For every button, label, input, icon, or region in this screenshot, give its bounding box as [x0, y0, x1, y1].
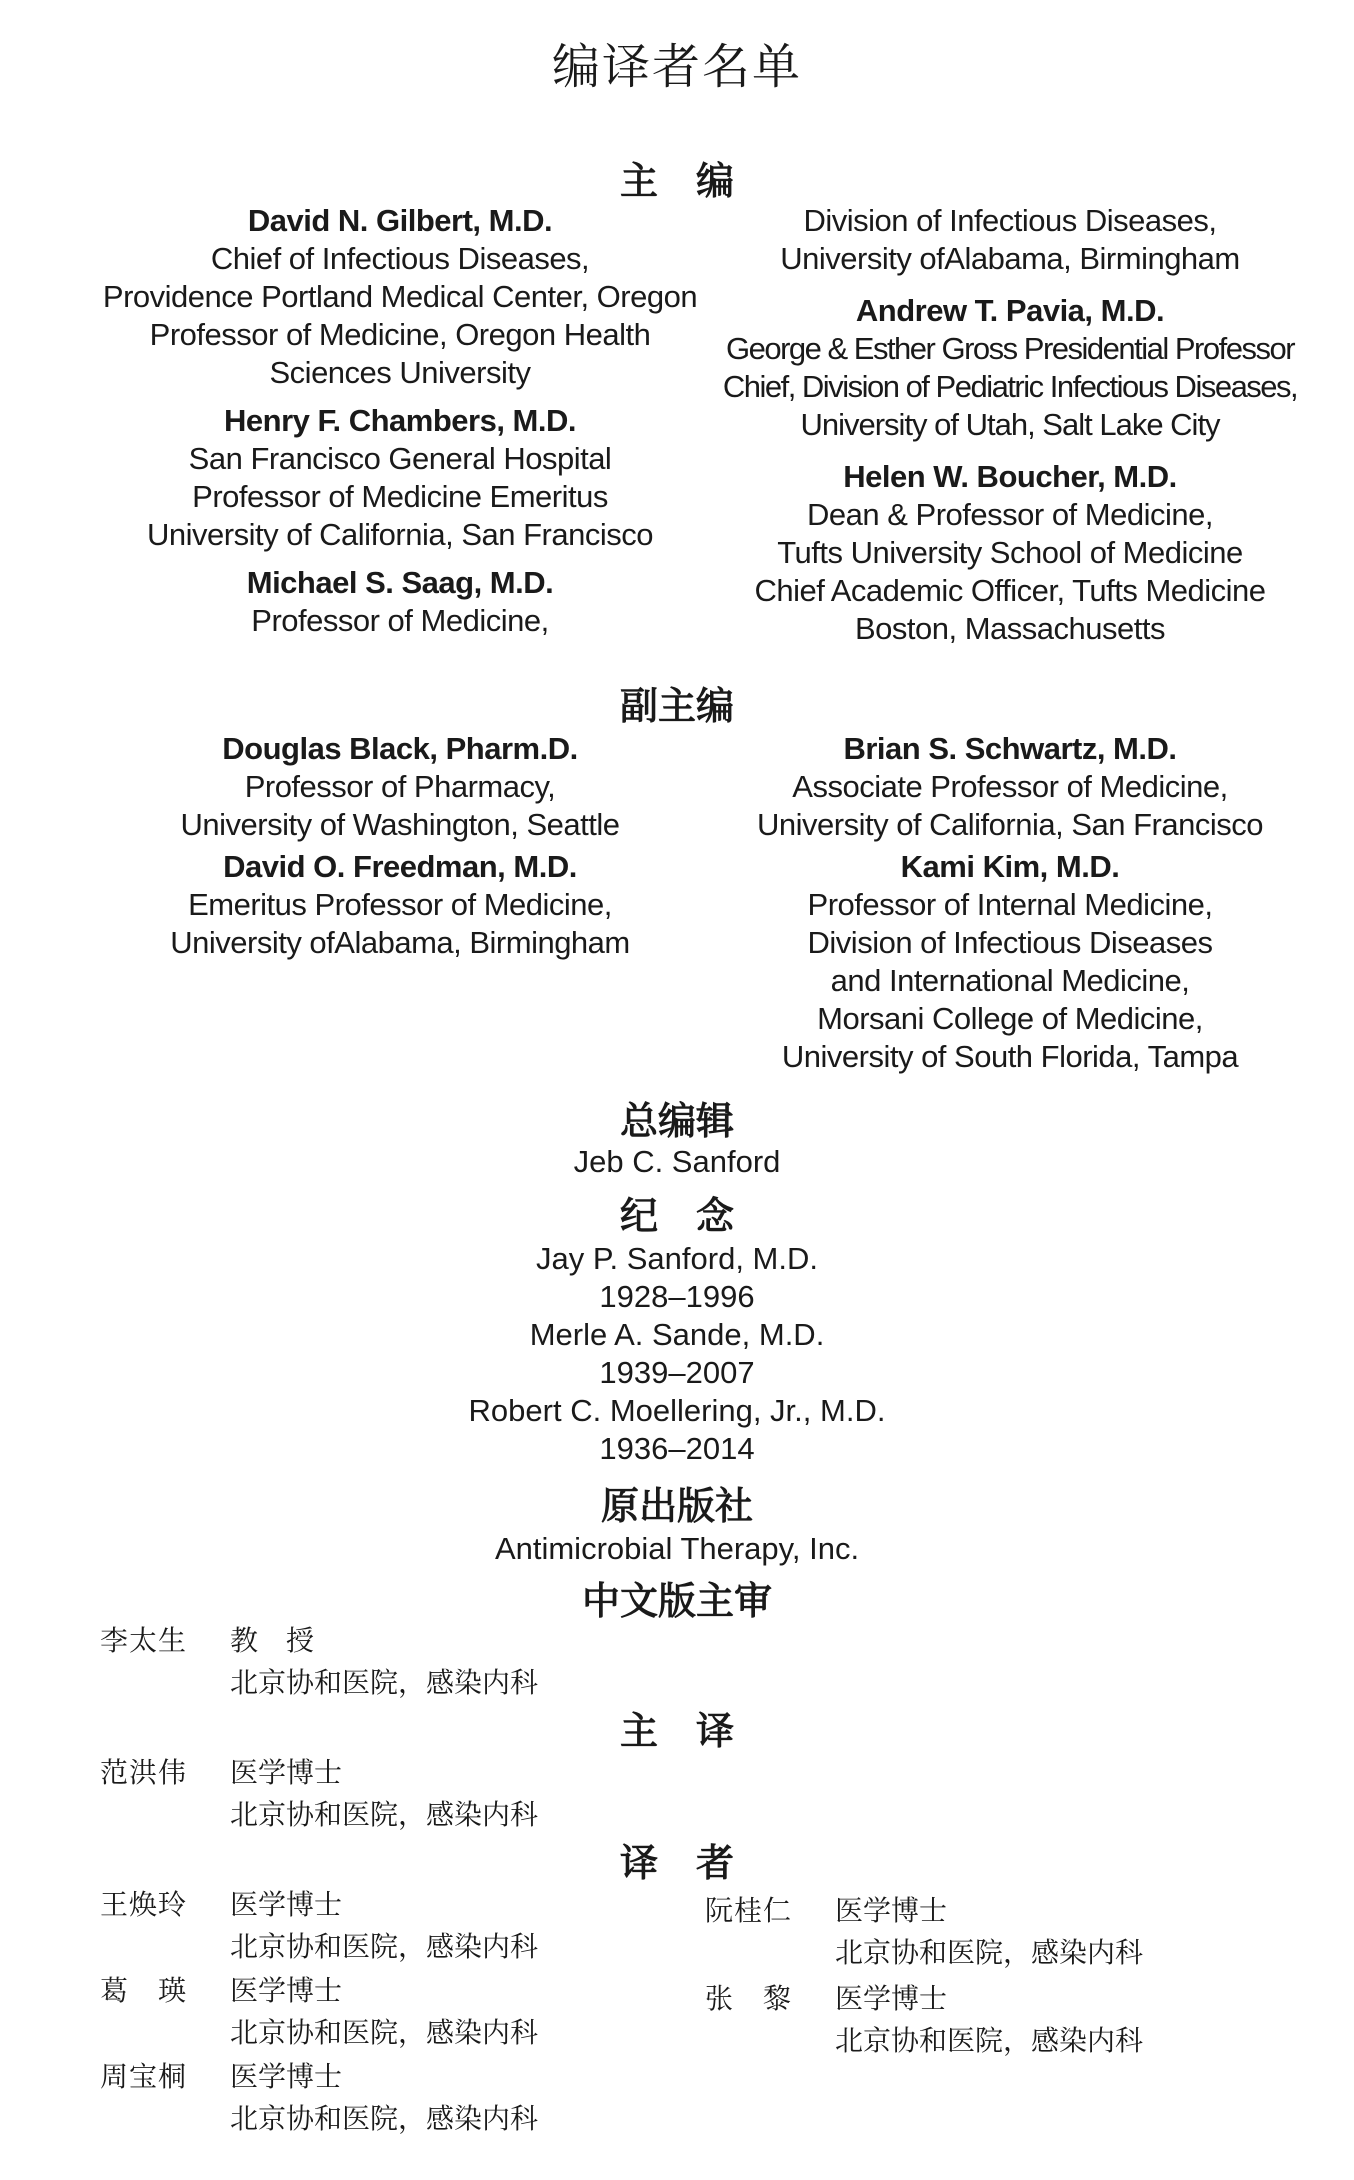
associate-name: Douglas Black, Pharm.D. [222, 731, 578, 766]
editor-line: Professor of Medicine Emeritus [192, 479, 608, 514]
person-affiliation: 北京协和医院，感染内科 [230, 2102, 539, 2135]
associate-left-column [90, 730, 710, 972]
editor-line: University of California, San Francisco [147, 517, 653, 552]
editor-line: Sciences University [269, 355, 531, 390]
associate-name: Brian S. Schwartz, M.D. [843, 731, 1177, 766]
editor-line: Providence Portland Medical Center, Oregon [102, 279, 698, 314]
person-title: 教 授 [230, 1624, 315, 1657]
person-affiliation: 北京协和医院，感染内科 [835, 2024, 1144, 2057]
editor-line: Chief, Division of Pediatric Infectious Diseases, [722, 369, 1298, 404]
editor-line: University ofAlabama, Birmingham [780, 241, 1240, 276]
associate-line: and International Medicine, [830, 963, 1190, 998]
heading-managing-editor: 总编辑 [619, 1099, 734, 1143]
editor-line: Professor of Medicine, Oregon Health [149, 317, 651, 352]
heading-chief-translator: 主 译 [619, 1709, 734, 1753]
person-title: 医学博士 [835, 1982, 948, 2015]
associate-line: University of South Florida, Tampa [781, 1039, 1239, 1074]
translator-entry [100, 1970, 700, 2054]
person-name: 李太生 [100, 1624, 188, 1657]
associate-name: Kami Kim, M.D. [900, 849, 1120, 884]
editors-right-column [700, 202, 1320, 658]
person-name: 范洪伟 [100, 1756, 188, 1789]
editor-line: University of Utah, Salt Lake City [800, 407, 1220, 442]
associate-line: Professor of Internal Medicine, [807, 887, 1213, 922]
page-title: 编译者名单 [551, 39, 802, 95]
editor-entry [90, 564, 710, 640]
person-affiliation: 北京协和医院，感染内科 [230, 1798, 539, 1831]
editor-name: Helen W. Boucher, M.D. [843, 459, 1177, 494]
person-name: 周宝桐 [100, 2060, 188, 2093]
person-name: 葛 瑛 [100, 1974, 188, 2007]
editor-entry-continued [700, 202, 1320, 278]
editor-entry [700, 292, 1320, 444]
heading-in-memory: 纪 念 [619, 1194, 734, 1238]
editor-line: San Francisco General Hospital [188, 441, 612, 476]
editor-line: Chief Academic Officer, Tufts Medicine [754, 573, 1266, 608]
person-title: 医学博士 [230, 1888, 343, 1921]
person-title: 医学博士 [835, 1894, 948, 1927]
editor-line: Boston, Massachusetts [855, 611, 1165, 646]
managing-editor-block [0, 1143, 1354, 1181]
associate-line: Emeritus Professor of Medicine, [188, 887, 612, 922]
associate-line: Professor of Pharmacy, [244, 769, 556, 804]
person-name: 张 黎 [705, 1982, 793, 2015]
person-affiliation: 北京协和医院，感染内科 [230, 2016, 539, 2049]
associate-line: Division of Infectious Diseases [807, 925, 1213, 960]
translator-entry [100, 2056, 700, 2140]
editor-entry [90, 402, 710, 554]
person-title: 医学博士 [230, 2060, 343, 2093]
associate-line: University ofAlabama, Birmingham [170, 925, 630, 960]
memorial-line: Jay P. Sanford, M.D. [536, 1241, 818, 1276]
memorial-line: Merle A. Sande, M.D. [529, 1317, 825, 1352]
associate-line: University of California, San Francisco [757, 807, 1263, 842]
associate-line: Morsani College of Medicine, [817, 1001, 1203, 1036]
heading-chinese-reviewer: 中文版主审 [581, 1579, 772, 1623]
reviewer-entry [100, 1620, 700, 1704]
associate-entry [90, 730, 710, 844]
memorial-line: 1939–2007 [599, 1355, 755, 1390]
publisher-block [0, 1530, 1354, 1568]
editor-line: Tufts University School of Medicine [777, 535, 1243, 570]
associate-line: University of Washington, Seattle [180, 807, 620, 842]
publisher-name: Antimicrobial Therapy, Inc. [494, 1531, 860, 1566]
memorial-line: 1936–2014 [599, 1431, 755, 1466]
heading-publisher: 原出版社 [600, 1484, 753, 1528]
editor-line: George & Esther Gross Presidential Professor [725, 331, 1295, 366]
chief-translator-entry [100, 1752, 700, 1836]
heading-associate-editors: 副主编 [619, 684, 734, 728]
heading-translators: 译 者 [619, 1841, 734, 1885]
editor-line: Chief of Infectious Diseases, [210, 241, 590, 276]
editor-line: Professor of Medicine, [251, 603, 549, 638]
associate-entry [90, 848, 710, 962]
editor-line: Dean & Professor of Medicine, [807, 497, 1213, 532]
editors-left-column [90, 202, 710, 650]
editor-entry [700, 458, 1320, 648]
editor-line: Division of Infectious Diseases, [803, 203, 1217, 238]
person-title: 医学博士 [230, 1974, 343, 2007]
editor-name: Henry F. Chambers, M.D. [224, 403, 576, 438]
person-affiliation: 北京协和医院，感染内科 [230, 1930, 539, 1963]
person-title: 医学博士 [230, 1756, 343, 1789]
associate-line: Associate Professor of Medicine, [792, 769, 1228, 804]
person-affiliation: 北京协和医院，感染内科 [230, 1666, 539, 1699]
person-name: 阮桂仁 [705, 1894, 793, 1927]
editor-name: Andrew T. Pavia, M.D. [855, 293, 1165, 328]
associate-entry [700, 730, 1320, 844]
memorial-line: 1928–1996 [599, 1279, 755, 1314]
translator-entry [705, 1890, 1305, 1974]
editor-name: Michael S. Saag, M.D. [246, 565, 554, 600]
person-affiliation: 北京协和医院，感染内科 [835, 1936, 1144, 1969]
managing-editor-name: Jeb C. Sanford [573, 1144, 781, 1179]
heading-editors: 主 编 [619, 159, 734, 203]
translator-entry [705, 1978, 1305, 2062]
translator-entry [100, 1884, 700, 1968]
editor-name: David N. Gilbert, M.D. [247, 203, 553, 238]
person-name: 王焕玲 [100, 1888, 188, 1921]
associate-entry [700, 848, 1320, 1076]
memorial-block [0, 1240, 1354, 1468]
associate-right-column [700, 730, 1320, 1086]
memorial-line: Robert C. Moellering, Jr., M.D. [468, 1393, 886, 1428]
associate-name: David O. Freedman, M.D. [223, 849, 577, 884]
editor-entry [90, 202, 710, 392]
